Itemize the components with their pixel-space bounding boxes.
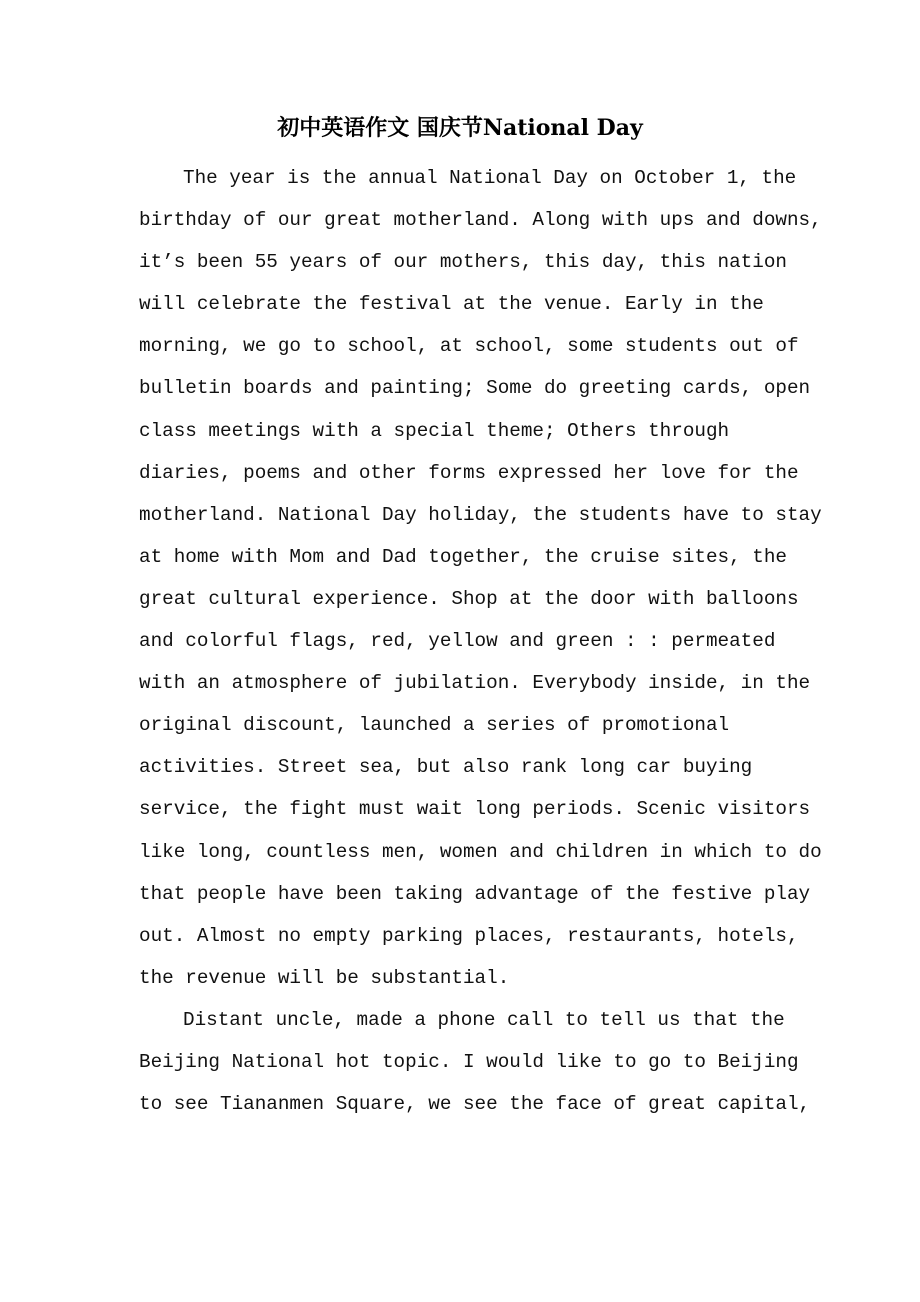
text-line: morning, we go to school, at school, some students out of — [139, 335, 799, 358]
text-line: bulletin boards and painting; Some do greeting cards, open — [139, 377, 811, 400]
text-line: will celebrate the festival at the venue. Early in the — [139, 293, 764, 316]
text-line: motherland. National Day holiday, the students have to stay — [139, 503, 822, 526]
text-line: Beijing National hot topic. I would like to go to Beijing — [139, 1050, 799, 1073]
text-line: the revenue will be substantial. — [139, 966, 510, 989]
text-line: like long, countless men, women and children in which to do — [139, 840, 822, 863]
document-title: 初中英语作文 国庆节National Day — [277, 115, 643, 141]
text-line: at home with Mom and Dad together, the cruise sites, the — [139, 545, 787, 568]
text-line: that people have been taking advantage of the festive play — [139, 882, 811, 905]
text-line: out. Almost no empty parking places, restaurants, hotels, — [139, 924, 799, 947]
text-line: class meetings with a special theme; Others through — [139, 419, 730, 442]
paragraph — [139, 999, 811, 1125]
text-line: to see Tiananmen Square, we see the face of great capital, — [139, 1093, 811, 1116]
text-line: with an atmosphere of jubilation. Everybody inside, in the — [139, 672, 811, 695]
text-line: original discount, launched a series of promotional — [139, 714, 730, 737]
text-line: diaries, poems and other forms expressed her love for the — [139, 461, 799, 484]
text-line: birthday of our great motherland. Along with ups and downs, — [139, 209, 822, 232]
text-line: Distant uncle, made a phone call to tell us that the — [183, 1008, 785, 1031]
text-line: service, the fight must wait long periods. Scenic visitors — [139, 798, 811, 821]
text-line: great cultural experience. Shop at the door with balloons — [139, 587, 799, 610]
text-line: and colorful flags, red, yellow and green : : permeated — [139, 630, 776, 653]
text-line: activities. Street sea, but also rank long car buying — [139, 756, 753, 779]
paragraph — [139, 157, 822, 999]
text-line: it’s been 55 years of our mothers, this day, this nation — [139, 251, 787, 274]
text-line: The year is the annual National Day on October 1, the — [183, 167, 797, 189]
document-body — [139, 157, 822, 1125]
